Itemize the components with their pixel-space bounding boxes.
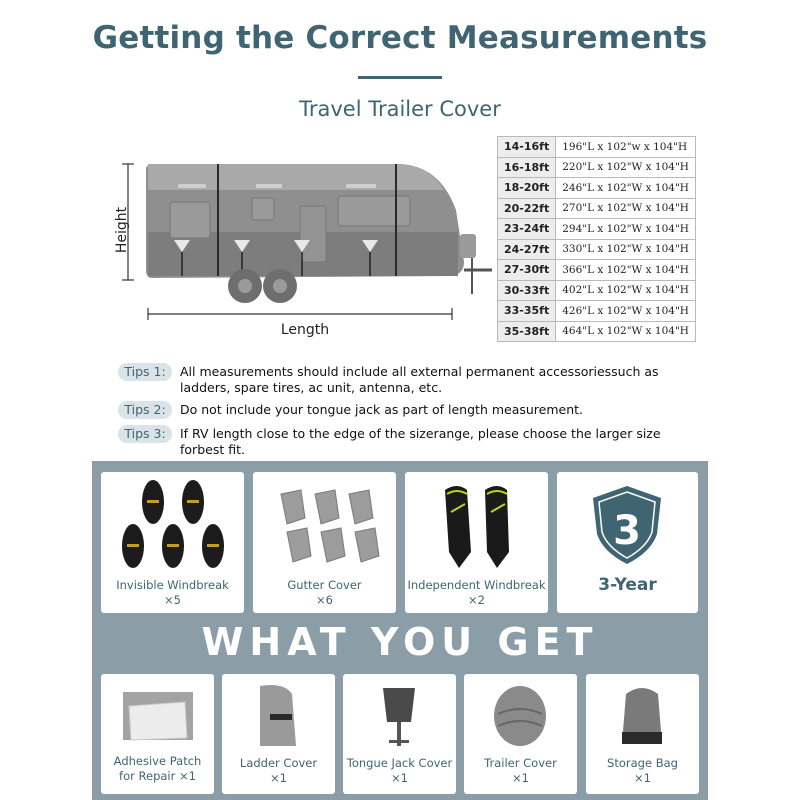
- size-row: [498, 301, 696, 322]
- size-dimensions: 246"L x 102"W x 104"H: [556, 178, 696, 199]
- warranty-number: 3: [613, 508, 641, 554]
- item-name: Trailer Cover: [484, 756, 557, 770]
- size-row: [498, 157, 696, 178]
- tip-3: [118, 425, 698, 458]
- size-row: [498, 239, 696, 260]
- card-storage-bag: [586, 674, 699, 794]
- tip-2: [118, 401, 698, 418]
- tip-badge: Tips 1:: [118, 363, 172, 381]
- tip-badge: Tips 3:: [118, 425, 172, 443]
- warranty-label: 3-Year: [598, 575, 657, 595]
- size-dimensions: 366"L x 102"W x 104"H: [556, 260, 696, 281]
- shield-icon: [557, 472, 698, 572]
- size-row: [498, 137, 696, 158]
- height-label: Height: [114, 206, 130, 254]
- title-divider: [358, 76, 442, 79]
- page-subtitle: Travel Trailer Cover: [299, 97, 501, 121]
- size-range: 24-27ft: [498, 239, 556, 260]
- item-name: Independent Windbreak: [407, 578, 546, 592]
- size-dimensions: 330"L x 102"W x 104"H: [556, 239, 696, 260]
- size-row: [498, 178, 696, 199]
- card-independent-windbreak: [405, 472, 548, 613]
- tip-text: If RV length close to the edge of the sizerange, please choose the larger size forbest fit.: [180, 426, 661, 457]
- tip-text: All measurements should include all external permanent accessoriessuch as ladders, spare tires, ac unit, antenna, etc.: [180, 364, 659, 395]
- gutter-cover-icon: [253, 472, 396, 577]
- trailer-diagram: [100, 150, 500, 350]
- size-dimensions: 402"L x 102"W x 104"H: [556, 280, 696, 301]
- item-qty: ×1: [391, 771, 408, 785]
- card-invisible-windbreak: [101, 472, 244, 613]
- card-gutter-cover: [253, 472, 396, 613]
- size-dimensions: 270"L x 102"W x 104"H: [556, 198, 696, 219]
- tongue-jack-cover-icon: [343, 674, 456, 752]
- patch-icon: [101, 674, 214, 752]
- size-range: 30-33ft: [498, 280, 556, 301]
- size-range: 27-30ft: [498, 260, 556, 281]
- trailer-cover-icon: [464, 674, 577, 752]
- item-name: Invisible Windbreak: [116, 578, 229, 592]
- card-ladder-cover: [222, 674, 335, 794]
- size-table: [497, 136, 696, 342]
- item-name-2: for Repair ×1: [119, 769, 196, 783]
- tip-1: [118, 363, 698, 396]
- tip-text: Do not include your tongue jack as part of length measurement.: [180, 402, 584, 417]
- item-name: Adhesive Patch: [113, 754, 202, 768]
- item-name: Storage Bag: [607, 756, 678, 770]
- card-trailer-cover: [464, 674, 577, 794]
- size-dimensions: 426"L x 102"W x 104"H: [556, 301, 696, 322]
- card-adhesive-patch: [101, 674, 214, 794]
- item-name: Tongue Jack Cover: [346, 756, 453, 770]
- size-range: 14-16ft: [498, 137, 556, 158]
- size-row: [498, 198, 696, 219]
- size-dimensions: 294"L x 102"W x 104"H: [556, 219, 696, 240]
- item-name: Ladder Cover: [239, 756, 318, 770]
- storage-bag-icon: [586, 674, 699, 752]
- item-name: Gutter Cover: [287, 578, 362, 592]
- ladder-cover-icon: [222, 674, 335, 752]
- size-row: [498, 260, 696, 281]
- size-range: 23-24ft: [498, 219, 556, 240]
- size-range: 35-38ft: [498, 321, 556, 342]
- size-row: [498, 280, 696, 301]
- tip-badge: Tips 2:: [118, 401, 172, 419]
- page-title: Getting the Correct Measurements: [92, 20, 708, 56]
- size-dimensions: 220"L x 102"W x 104"H: [556, 157, 696, 178]
- item-qty: ×2: [468, 593, 485, 607]
- size-range: 20-22ft: [498, 198, 556, 219]
- size-range: 33-35ft: [498, 301, 556, 322]
- length-label: Length: [280, 322, 330, 338]
- size-dimensions: 196"L x 102"w x 104"H: [556, 137, 696, 158]
- card-tongue-jack-cover: [343, 674, 456, 794]
- item-qty: ×1: [634, 771, 651, 785]
- strap-icon: [101, 472, 244, 577]
- card-warranty: [557, 472, 698, 613]
- item-qty: ×6: [316, 593, 333, 607]
- size-range: 16-18ft: [498, 157, 556, 178]
- item-qty: ×1: [270, 771, 287, 785]
- size-row: [498, 219, 696, 240]
- size-dimensions: 464"L x 102"W x 104"H: [556, 321, 696, 342]
- size-range: 18-20ft: [498, 178, 556, 199]
- what-you-get-heading: WHAT YOU GET: [201, 620, 599, 664]
- windbreak-net-icon: [405, 472, 548, 577]
- item-qty: ×1: [512, 771, 529, 785]
- size-row: [498, 321, 696, 342]
- item-qty: ×5: [164, 593, 181, 607]
